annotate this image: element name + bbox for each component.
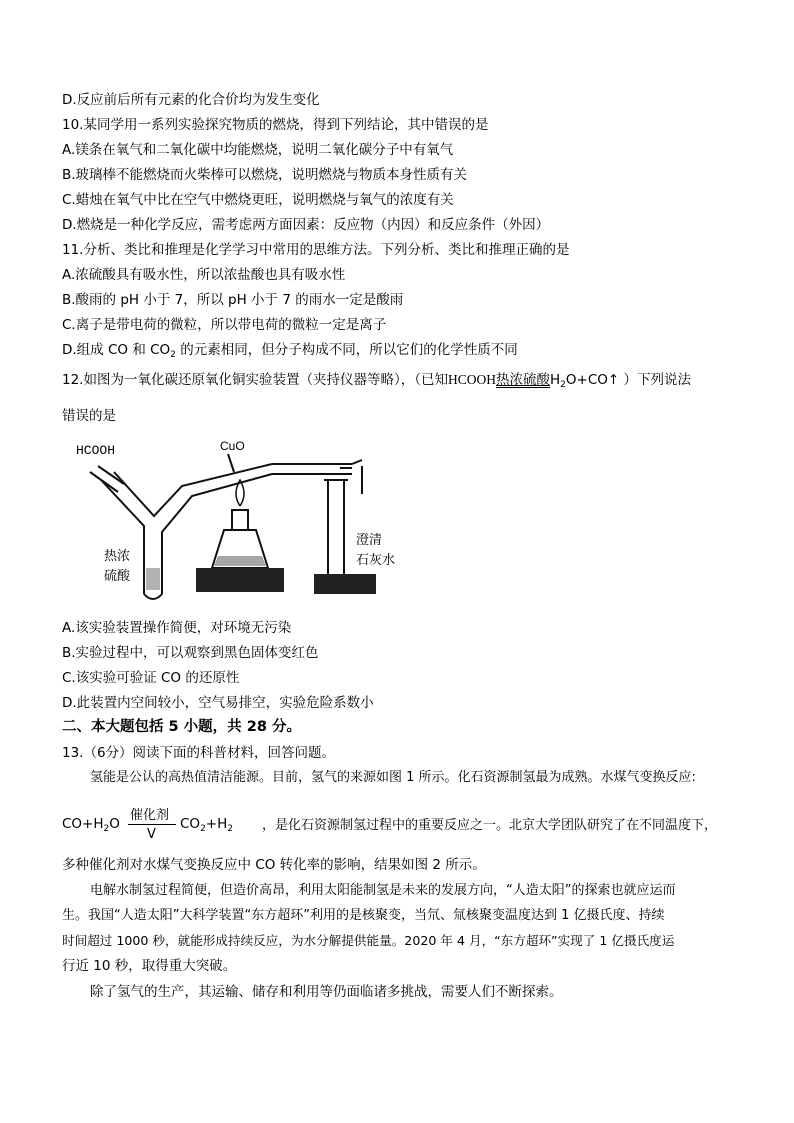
section-heading: 二、本大题包括 5 小题，共 28 分。 bbox=[62, 719, 301, 735]
y-tube-bottom bbox=[144, 594, 162, 599]
dropper bbox=[90, 466, 124, 492]
q12-hcooh: HCOOH bbox=[447, 372, 496, 387]
question-12-option-c: C.该实验可验证 CO 的还原性 bbox=[62, 670, 240, 686]
question-11-stem: 11.分析、类比和推理是化学学习中常用的思维方法。下列分析、类比和推理正确的是 bbox=[62, 242, 570, 258]
q11d-text-1: D.组成 CO 和 CO bbox=[62, 342, 171, 358]
acid-liquid bbox=[146, 568, 160, 590]
lamp-wick bbox=[232, 510, 248, 530]
tube-stand bbox=[314, 574, 376, 594]
label-hot-acid-1: 热浓 bbox=[104, 549, 131, 564]
lamp-stand bbox=[196, 568, 284, 592]
question-10-option-d: D.燃烧是一种化学反应，需考虑两方面因素：反应物（内因）和反应条件（外因） bbox=[62, 217, 550, 233]
paragraph-2-line-1: 电解水制氢过程简便，但造价高昂，利用太阳能制氢是未来的发展方向，“人造太阳”的探索也就应运而 bbox=[90, 883, 676, 898]
paragraph-2-line-3: 时间超过 1000 秒，就能形成持续反应，为水分解提供能量。2020 年 4 月，“东方超环”实现了 1 亿摄氏度运 bbox=[62, 933, 675, 948]
question-13-stem: 13.（6分）阅读下面的科普材料，回答问题。 bbox=[62, 745, 336, 761]
label-hot-acid-2: 硫酸 bbox=[104, 569, 131, 584]
question-11-option-a: A.浓硫酸具有吸水性，所以浓盐酸也具有吸水性 bbox=[62, 267, 346, 283]
q12-products: O+CO↑ ）下列说法 bbox=[565, 372, 691, 388]
question-10-option-b: B.玻璃棒不能燃烧而火柴棒可以燃烧，说明燃烧与物质本身性质有关 bbox=[62, 167, 468, 183]
question-9-option-d: D.反应前后所有元素的化合价均为发生变化 bbox=[62, 92, 320, 108]
question-12-option-a: A.该实验装置操作简便，对环境无污染 bbox=[62, 620, 292, 636]
paragraph-1: 氢能是公认的高热值清洁能源。目前，氢气的来源如图 1 所示。化石资源制氢最为成熟。水煤气变换反应: bbox=[90, 770, 696, 785]
label-limewater-1: 澄清 bbox=[356, 533, 383, 548]
q12-h2o: H bbox=[549, 372, 561, 388]
water-gas-shift-equation bbox=[62, 804, 272, 848]
q12-text: 12.如图为一氧化碳还原氧化铜实验装置（夹持仪器等略），（已知 bbox=[62, 372, 448, 388]
equation-reactants: $CO+H_2O$ bbox=[62, 816, 120, 834]
equation-condition: V bbox=[147, 827, 156, 842]
question-10-option-c: C.蜡烛在氧气中比在空气中燃烧更旺，说明燃烧与氧气的浓度有关 bbox=[62, 192, 454, 208]
paragraph-2-line-4: 行近 10 秒，取得重大突破。 bbox=[62, 958, 237, 974]
question-12-option-d: D.此装置内空间较小，空气易排空，实验危险系数小 bbox=[62, 695, 374, 711]
q11d-text-2: 的元素相同，但分子构成不同，所以它们的化学性质不同 bbox=[175, 342, 518, 358]
equation-arrow bbox=[128, 824, 176, 825]
question-11-option-b: B.酸雨的 pH 小于 7，所以 pH 小于 7 的雨水一定是酸雨 bbox=[62, 292, 404, 308]
label-limewater-2: 石灰水 bbox=[356, 553, 396, 568]
subscript: 2 bbox=[560, 380, 566, 390]
cuo-pointer bbox=[228, 454, 234, 472]
question-11-option-c: C.离子是带电荷的微粒，所以带电荷的微粒一定是离子 bbox=[62, 317, 387, 333]
q12-condition: 热浓硫酸 bbox=[495, 372, 550, 388]
question-10-stem: 10.某同学用一系列实验探究物质的燃烧，得到下列结论，其中错误的是 bbox=[62, 117, 489, 133]
question-12-option-b: B.实验过程中，可以观察到黑色固体变红色 bbox=[62, 645, 319, 661]
question-11-option-d bbox=[62, 340, 518, 360]
equation-products: $CO_2+H_2$ bbox=[180, 816, 233, 834]
equation-catalyst: 催化剂 bbox=[130, 808, 170, 823]
lamp-liquid bbox=[214, 556, 266, 566]
paragraph-3: 除了氢气的生产，其运输、储存和利用等仍面临诸多挑战，需要人们不断探索。 bbox=[90, 984, 563, 1000]
label-cuo: CuO bbox=[220, 439, 245, 453]
paragraph-1-after-equation: ，是化石资源制氢过程中的重要反应之一。北京大学团队研究了在不同温度下， bbox=[262, 818, 718, 833]
label-hcooh: HCOOH bbox=[76, 443, 116, 458]
paragraph-1-continued: 多种催化剂对水煤气变换反应中 CO 转化率的影响，结果如图 2 所示。 bbox=[62, 857, 486, 873]
question-10-option-a: A.镁条在氧气和二氧化碳中均能燃烧，说明二氧化碳分子中有氧气 bbox=[62, 142, 454, 158]
co-reduction-apparatus-figure bbox=[62, 436, 422, 612]
question-12-stem-2: 错误的是 bbox=[62, 408, 116, 424]
subscript: 2 bbox=[170, 350, 176, 360]
question-12-stem bbox=[62, 370, 691, 390]
paragraph-2-line-2: 生。我国“人造太阳”大科学装置“东方超环”利用的是核聚变，当氘、氚核聚变温度达到 1 亿摄氏度、持续 bbox=[62, 908, 665, 923]
